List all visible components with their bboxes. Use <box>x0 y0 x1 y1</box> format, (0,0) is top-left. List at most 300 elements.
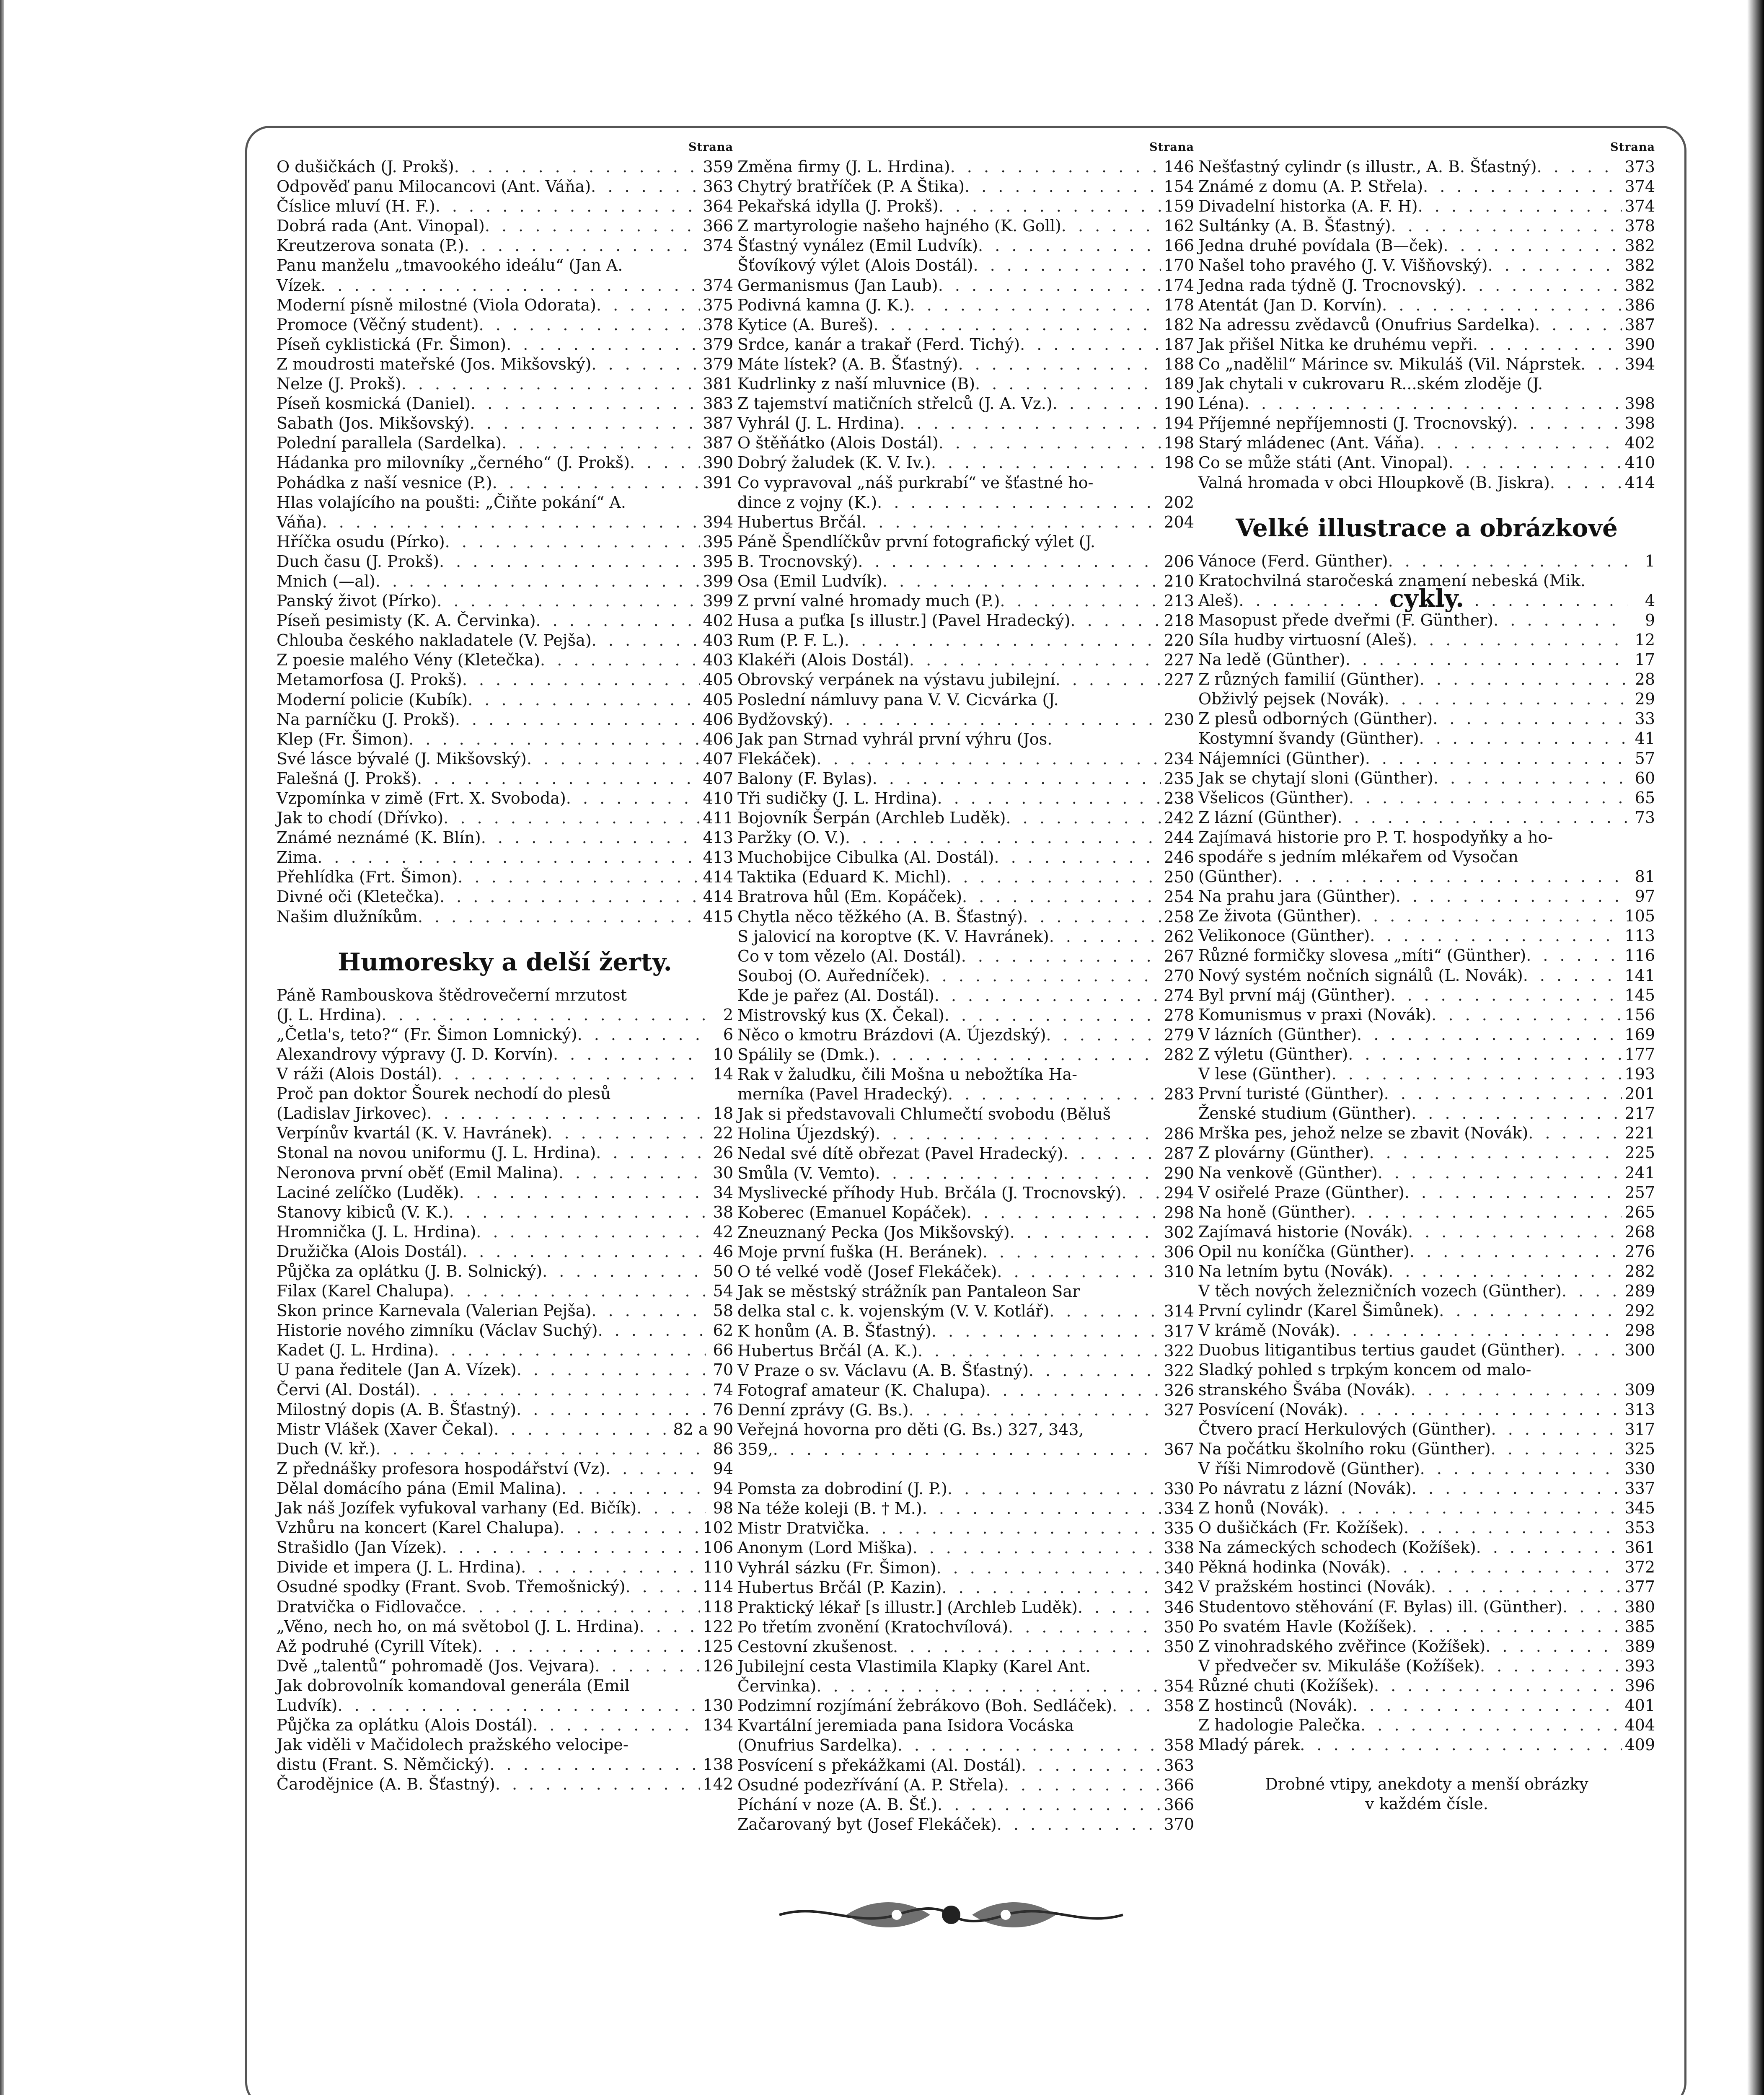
entry-page-number: 396 <box>1624 1676 1655 1695</box>
dot-leader <box>459 1183 706 1203</box>
entry-title: Změna firmy (J. L. Hrdina) <box>737 158 950 176</box>
toc-entry <box>1198 256 1655 275</box>
entry-page-number: 170 <box>1164 256 1194 275</box>
dot-leader <box>1390 985 1622 1005</box>
dot-leader <box>1300 1735 1622 1755</box>
section-heading-illustrace: Velké illustrace a obrázkové cykly. <box>1236 513 1618 613</box>
entry-title: Známé z domu (A. P. Střela) <box>1198 177 1423 196</box>
toc-entry <box>1198 1735 1655 1755</box>
entry-page-number: 406 <box>703 710 733 729</box>
dot-leader <box>1023 907 1161 927</box>
toc-entry <box>277 808 733 828</box>
toc-entry <box>277 729 733 749</box>
entry-page-number: 327 <box>1164 1400 1194 1419</box>
toc-entry <box>277 512 733 532</box>
entry-page-number: 391 <box>703 473 733 492</box>
entry-title: Z lázní (Günther) <box>1198 808 1337 827</box>
entry-title: Ženské studium (Günther) <box>1198 1104 1412 1123</box>
toc-entry <box>737 1025 1194 1045</box>
entry-page-number: 146 <box>1164 158 1194 176</box>
dot-leader <box>875 1045 1161 1065</box>
entry-title-line: Sladký pohled s trpkým koncem od malo- <box>1198 1360 1531 1379</box>
entry-title: S jalovicí na koroptve (K. V. Havránek) <box>737 927 1049 946</box>
toc-entry <box>737 1598 1194 1617</box>
entry-page-number: 402 <box>1624 434 1655 453</box>
toc-entry <box>737 1775 1194 1795</box>
entry-page-number: 114 <box>703 1578 733 1596</box>
entry-title-line: Jak chytali v cukrovaru R...ském zloděje (J. <box>1198 375 1543 393</box>
entry-page-number: 145 <box>1624 985 1655 1004</box>
dot-leader <box>1029 1361 1161 1381</box>
entry-title: Jak náš Jozífek vyfukoval varhany (Ed. Bičík) <box>277 1499 637 1518</box>
toc-entry <box>737 1124 1194 1144</box>
entry-title: Na zámeckých schodech (Kožíšek) <box>1198 1538 1476 1557</box>
toc-entry <box>737 1006 1194 1025</box>
toc-entry <box>737 1045 1194 1065</box>
dot-leader <box>435 197 701 216</box>
entry-page-number: 10 <box>713 1045 733 1063</box>
dot-leader <box>596 295 701 315</box>
entry-page-number: 38 <box>713 1203 733 1221</box>
entry-page-number: 113 <box>1624 926 1655 945</box>
toc-entry <box>277 848 733 867</box>
entry-page-number: 1 <box>1645 551 1655 570</box>
toc-entry <box>277 354 733 374</box>
entry-page-number: 217 <box>1624 1104 1655 1123</box>
toc-entry <box>1198 1025 1655 1045</box>
entry-title: Historie nového zimníku (Václav Suchý) <box>277 1321 598 1340</box>
entry-page-number: 258 <box>1164 907 1194 926</box>
toc-entry <box>737 256 1194 275</box>
dot-leader <box>1049 927 1161 947</box>
dot-leader <box>536 611 701 631</box>
entry-page-number: 82 a 90 <box>673 1420 733 1438</box>
toc-entry <box>737 927 1194 947</box>
toc-entry <box>1198 1321 1655 1340</box>
entry-title: dince z vojny (K.) <box>737 493 877 512</box>
toc-entry <box>737 848 1194 867</box>
entry-page-number: 294 <box>1164 1183 1194 1202</box>
toc-entry <box>1198 689 1655 709</box>
dot-leader <box>938 276 1161 295</box>
dot-leader <box>1349 788 1627 808</box>
entry-page-number: 390 <box>703 453 733 472</box>
entry-title: Mnich (—al) <box>277 572 375 590</box>
entry-title: Polední parallela (Sardelka) <box>277 434 502 453</box>
toc-entry <box>1198 670 1655 689</box>
entry-page-number: 41 <box>1635 729 1655 748</box>
entry-page-number: 66 <box>713 1341 733 1360</box>
entry-page-number: 386 <box>1624 295 1655 314</box>
entry-page-number: 282 <box>1164 1045 1194 1064</box>
dot-leader <box>417 769 700 789</box>
entry-title: Moderní písně milostné (Viola Odorata) <box>277 295 596 314</box>
entry-title: V ráži (Alois Dostál) <box>277 1065 437 1084</box>
dot-leader <box>1537 157 1622 177</box>
dot-leader <box>596 1143 706 1163</box>
dot-leader <box>1004 1775 1161 1795</box>
toc-entry <box>277 197 733 216</box>
toc-entry <box>737 1400 1194 1420</box>
toc-entry <box>277 1459 733 1479</box>
entry-title: Promoce (Věčný student) <box>277 315 479 334</box>
entry-page-number: 220 <box>1164 631 1194 650</box>
entry-page-number: 50 <box>713 1262 733 1280</box>
entry-title: Přehlídka (Frt. Šimon) <box>277 868 458 887</box>
toc-entry <box>277 1518 733 1538</box>
entry-page-number: 182 <box>1164 315 1194 334</box>
dot-leader <box>934 986 1161 1006</box>
toc-entry <box>277 690 733 710</box>
dot-leader <box>516 1400 706 1420</box>
dot-leader <box>950 157 1161 177</box>
toc-entry <box>1198 1301 1655 1321</box>
toc-entry <box>737 1203 1194 1223</box>
entry-page-number: 2 <box>723 1005 733 1024</box>
toc-entry <box>737 1223 1194 1242</box>
dot-leader <box>1378 1163 1622 1183</box>
entry-title: Chytrý bratříček (P. A Štika) <box>737 177 965 196</box>
dot-leader <box>1370 926 1622 946</box>
entry-page-number: 159 <box>1164 197 1194 216</box>
dot-leader <box>591 1301 706 1321</box>
toc-entry <box>277 1617 733 1637</box>
dot-leader <box>375 572 701 591</box>
toc-entry <box>737 1558 1194 1578</box>
entry-page-number: 162 <box>1164 217 1194 235</box>
toc-entry <box>1198 295 1655 315</box>
toc-entry <box>737 1144 1194 1164</box>
dot-leader <box>439 552 700 572</box>
entry-title: Jedna rada týdně (J. Trocnovský) <box>1198 276 1461 295</box>
entry-title: Jak přišel Nitka ke druhému vepři <box>1198 335 1473 354</box>
entry-page-number: 187 <box>1164 335 1194 354</box>
entry-page-number: 74 <box>713 1380 733 1399</box>
entry-page-number: 290 <box>1164 1164 1194 1182</box>
toc-entry <box>1198 1459 1655 1479</box>
toc-entry <box>277 1262 733 1281</box>
entry-page-number: 86 <box>713 1439 733 1458</box>
entry-page-number: 401 <box>1624 1696 1655 1715</box>
dot-leader <box>1063 1144 1161 1164</box>
toc-entry <box>1198 788 1655 808</box>
dot-leader <box>440 887 701 907</box>
entry-page-number: 166 <box>1164 236 1194 255</box>
dot-leader <box>1473 335 1622 354</box>
entry-page-number: 18 <box>713 1104 733 1123</box>
entry-page-number: 130 <box>703 1696 733 1715</box>
dot-leader <box>592 631 701 650</box>
toc-entry <box>1198 1045 1655 1064</box>
toc-entry <box>1198 394 1655 414</box>
toc-entry <box>737 552 1194 572</box>
entry-page-number: 213 <box>1164 592 1194 610</box>
footer-note-line-1: Drobné vtipy, anekdoty a menší obrázky <box>1265 1775 1588 1794</box>
entry-title: Po svatém Havle (Kožíšek) <box>1198 1617 1412 1636</box>
entry-title: Co se může státi (Ant. Vinopal) <box>1198 453 1448 472</box>
entry-title: (Ladislav Jirkovec) <box>277 1104 427 1123</box>
toc-entry <box>277 1479 733 1498</box>
scan-edge-left <box>0 0 4 2095</box>
dot-leader <box>462 1242 706 1262</box>
dot-leader <box>1356 906 1622 926</box>
entry-page-number: 373 <box>1624 158 1655 176</box>
spacer <box>1198 1755 1655 1774</box>
entry-title: (Onufrius Sardelka) <box>737 1736 898 1755</box>
toc-entry <box>277 1123 733 1143</box>
toc-entry <box>1198 887 1655 906</box>
entry-page-number: 374 <box>1624 177 1655 196</box>
dot-leader <box>1053 394 1161 414</box>
entry-title: (J. L. Hrdina) <box>277 1005 382 1024</box>
entry-title: K honům (A. B. Šťastný) <box>737 1322 931 1340</box>
entry-title: Po návratu z lázní (Novák) <box>1198 1479 1412 1498</box>
toc-entry <box>1198 808 1655 828</box>
dot-leader <box>874 315 1161 335</box>
entry-title: Hubertus Brčál <box>737 512 862 531</box>
dot-leader <box>1239 591 1627 610</box>
toc-entry <box>737 1499 1194 1518</box>
entry-title-line: Jak viděli v Mačidolech pražského velocipe- <box>277 1735 629 1754</box>
dot-leader <box>401 374 701 394</box>
dot-leader <box>985 1381 1161 1400</box>
entry-title: Posvícení (Novák) <box>1198 1400 1343 1419</box>
dot-leader <box>595 1656 700 1676</box>
toc-entry <box>277 769 733 789</box>
entry-title: Sultánky (A. B. Šťastný) <box>1198 217 1391 235</box>
toc-entry <box>277 1577 733 1597</box>
entry-page-number: 370 <box>1164 1815 1194 1834</box>
entry-title: Různé formičky slovesa „míti“ (Günther) <box>1198 946 1526 965</box>
toc-entry <box>277 1637 733 1656</box>
entry-title: Aleš) <box>1198 591 1239 610</box>
dot-leader <box>1491 1420 1622 1439</box>
dot-leader <box>454 157 701 177</box>
dot-leader <box>1006 808 1161 828</box>
dot-leader <box>1324 1498 1622 1518</box>
dot-leader <box>322 512 701 532</box>
entry-page-number: 97 <box>1635 887 1655 906</box>
toc-entry <box>1198 749 1655 768</box>
entry-title: Kreutzerova sonata (P.) <box>277 236 464 255</box>
entry-title: Koberec (Emanuel Kopáček) <box>737 1203 967 1222</box>
entry-title: merníka (Pavel Hradecký) <box>737 1085 948 1104</box>
dot-leader <box>1513 414 1622 433</box>
entry-page-number: 246 <box>1164 848 1194 867</box>
dot-leader <box>381 1005 706 1025</box>
dot-leader <box>1433 709 1627 729</box>
entry-page-number: 30 <box>713 1163 733 1182</box>
dot-leader <box>471 394 701 414</box>
entry-title: Co v tom vězelo (Al. Dostál) <box>737 947 961 965</box>
entry-page-number: 404 <box>1624 1716 1655 1735</box>
entry-title: Číslice mluví (H. F.) <box>277 197 435 216</box>
toc-entry <box>737 611 1194 631</box>
entry-title-line: Jubilejní cesta Vlastimila Klapky (Karel Ant. <box>737 1657 1091 1676</box>
entry-title: Všelicos (Günther) <box>1198 788 1349 807</box>
toc-entry <box>277 572 733 591</box>
toc-entry <box>737 453 1194 473</box>
entry-title: Své lásce bývalé (J. Mikšovský) <box>277 749 527 768</box>
dot-leader <box>958 354 1161 374</box>
toc-entry <box>1198 1064 1655 1084</box>
toc-entry <box>277 710 733 729</box>
dot-leader <box>997 1815 1161 1834</box>
toc-entry <box>737 789 1194 808</box>
entry-page-number: 34 <box>713 1183 733 1202</box>
entry-title: Začarovaný byt (Josef Flekáček) <box>737 1815 997 1834</box>
entry-title: Duch (V. kř.) <box>277 1439 376 1458</box>
toc-entry <box>737 216 1194 236</box>
entry-page-number: 265 <box>1624 1203 1655 1221</box>
toc-entry <box>277 749 733 769</box>
entry-title-line: Páně Špendlíčkův první fotografický výlet (J. <box>737 532 1096 551</box>
dot-leader <box>983 1242 1161 1262</box>
dot-leader <box>566 789 701 808</box>
entry-page-number: 126 <box>703 1656 733 1675</box>
toc-entry <box>1198 867 1655 887</box>
dot-leader <box>1061 216 1161 236</box>
page-label: Strana <box>1610 141 1655 154</box>
entry-page-number: 399 <box>703 592 733 610</box>
entry-page-number: 403 <box>703 631 733 650</box>
entry-title: Našim dlužníkům <box>277 907 418 926</box>
entry-title: Spálily se (Dmk.) <box>737 1045 875 1064</box>
toc-entry <box>277 1715 733 1735</box>
entry-page-number: 378 <box>703 315 733 334</box>
dot-leader <box>1391 216 1622 236</box>
toc-entry <box>737 1479 1194 1499</box>
toc-entry <box>1198 197 1655 216</box>
entry-title: O dušičkách (Fr. Kožíšek) <box>1198 1518 1404 1537</box>
entry-page-number: 300 <box>1624 1341 1655 1360</box>
toc-entry <box>1198 966 1655 985</box>
entry-title: Odpověď panu Milocancovi (Ant. Váňa) <box>277 177 591 196</box>
dot-leader <box>816 749 1161 769</box>
toc-entry <box>1198 1222 1655 1242</box>
entry-title: O dušičkách (J. Prokš) <box>277 158 454 176</box>
toc-entry <box>737 236 1194 256</box>
dot-leader <box>1485 1637 1622 1656</box>
entry-page-number: 322 <box>1164 1341 1194 1360</box>
toc-entry <box>277 295 733 315</box>
entry-page-number: 338 <box>1164 1539 1194 1557</box>
page-label: Strana <box>1149 141 1194 154</box>
entry-title: Taktika (Eduard K. Michl) <box>737 868 947 887</box>
entry-title: V osiřelé Praze (Günther) <box>1198 1183 1404 1202</box>
entry-title: V lázních (Günther) <box>1198 1025 1357 1044</box>
entry-page-number: 42 <box>713 1222 733 1241</box>
entry-page-number: 375 <box>703 295 733 314</box>
toc-entry <box>737 1518 1194 1538</box>
entry-page-number: 374 <box>703 276 733 295</box>
entry-page-number: 274 <box>1164 986 1194 1005</box>
toc-entry <box>277 828 733 848</box>
toc-entry <box>737 1361 1194 1381</box>
entry-page-number: 178 <box>1164 295 1194 314</box>
toc-entry <box>1198 1420 1655 1439</box>
col1-top-list <box>277 157 733 927</box>
toc-entry <box>277 1025 733 1045</box>
entry-page-number: 177 <box>1624 1045 1655 1063</box>
entry-title: Sabath (Jos. Mikšovský) <box>277 414 470 433</box>
toc-entry <box>737 177 1194 197</box>
toc-entry <box>1198 1143 1655 1163</box>
entry-page-number: 413 <box>703 828 733 847</box>
entry-title: Anonym (Lord Miška) <box>737 1539 913 1557</box>
entry-page-number: 174 <box>1164 276 1194 295</box>
entry-title: Z hadologie Palečka <box>1198 1716 1361 1735</box>
entry-page-number: 118 <box>703 1597 733 1616</box>
entry-title: Alexandrovy výpravy (J. D. Korvín) <box>277 1045 553 1063</box>
entry-page-number: 254 <box>1164 887 1194 906</box>
entry-page-number: 366 <box>1164 1795 1194 1814</box>
entry-title: Duobus litigantibus tertius gaudet (Günther) <box>1198 1341 1560 1360</box>
entry-page-number: 359 <box>703 158 733 176</box>
entry-page-number: 234 <box>1164 749 1194 768</box>
entry-title: V krámě (Novák) <box>1198 1321 1335 1340</box>
entry-title: V Praze o sv. Václavu (A. B. Šťastný) <box>737 1361 1029 1380</box>
entry-title: Posvícení s překážkami (Al. Dostál) <box>737 1756 1022 1774</box>
entry-page-number: 313 <box>1624 1400 1655 1419</box>
entry-title: Šťastný vynález (Emil Ludvík) <box>737 236 978 255</box>
entry-title: Bydžovský) <box>737 710 828 729</box>
toc-entry <box>277 650 733 670</box>
entry-title: Kostymní švandy (Günther) <box>1198 729 1419 748</box>
entry-title: Našel toho pravého (J. V. Višňovský) <box>1198 256 1488 275</box>
entry-title: Něco o kmotru Brázdovi (A. Újezdský) <box>737 1026 1046 1045</box>
entry-page-number: 385 <box>1624 1617 1655 1636</box>
entry-title: Nájemníci (Günther) <box>1198 749 1365 768</box>
entry-title: Hádanka pro milovníky „černého“ (J. Prokš) <box>277 453 630 472</box>
toc-entry <box>277 552 733 572</box>
entry-title: Fotograf amateur (K. Chalupa) <box>737 1381 986 1399</box>
dot-leader <box>1046 1025 1161 1045</box>
toc-entry <box>277 1301 733 1321</box>
dot-leader <box>1535 315 1622 335</box>
entry-title: „Věno, nech ho, on má světobol (J. L. Hrdina) <box>277 1617 639 1636</box>
dot-leader <box>1431 1577 1622 1597</box>
entry-title: Léna) <box>1198 394 1244 413</box>
entry-page-number: 134 <box>703 1716 733 1735</box>
toc-entry <box>277 473 733 493</box>
toc-entry <box>737 1617 1194 1637</box>
dot-leader <box>485 216 701 236</box>
entry-title: Holina Újezdský) <box>737 1124 875 1143</box>
toc-entry <box>1198 926 1655 946</box>
entry-title: Z výletu (Günther) <box>1198 1045 1348 1063</box>
dot-leader <box>1423 177 1622 197</box>
entry-page-number: 363 <box>1164 1756 1194 1774</box>
dot-leader <box>547 1123 706 1143</box>
entry-title: Mistr Dratvička <box>737 1519 865 1538</box>
dot-leader <box>1562 1597 1622 1617</box>
dot-leader <box>931 1322 1161 1341</box>
entry-title: Pěkná hodinka (Novák) <box>1198 1558 1386 1577</box>
entry-page-number: 189 <box>1164 375 1194 393</box>
entry-page-number: 380 <box>1624 1597 1655 1616</box>
toc-entry <box>277 1755 733 1774</box>
entry-page-number: 399 <box>703 572 733 590</box>
entry-title: Máte lístek? (A. B. Šťastný) <box>737 354 958 373</box>
entry-page-number: 58 <box>713 1301 733 1320</box>
toc-entry <box>1198 551 1655 571</box>
entry-page-number: 204 <box>1164 512 1194 531</box>
entry-title: V lese (Günther) <box>1198 1065 1332 1084</box>
entry-title: O té velké vodě (Josef Flekáček) <box>737 1262 997 1281</box>
entry-title: Divide et impera (J. L. Hrdina) <box>277 1558 521 1577</box>
dot-leader <box>479 315 701 335</box>
